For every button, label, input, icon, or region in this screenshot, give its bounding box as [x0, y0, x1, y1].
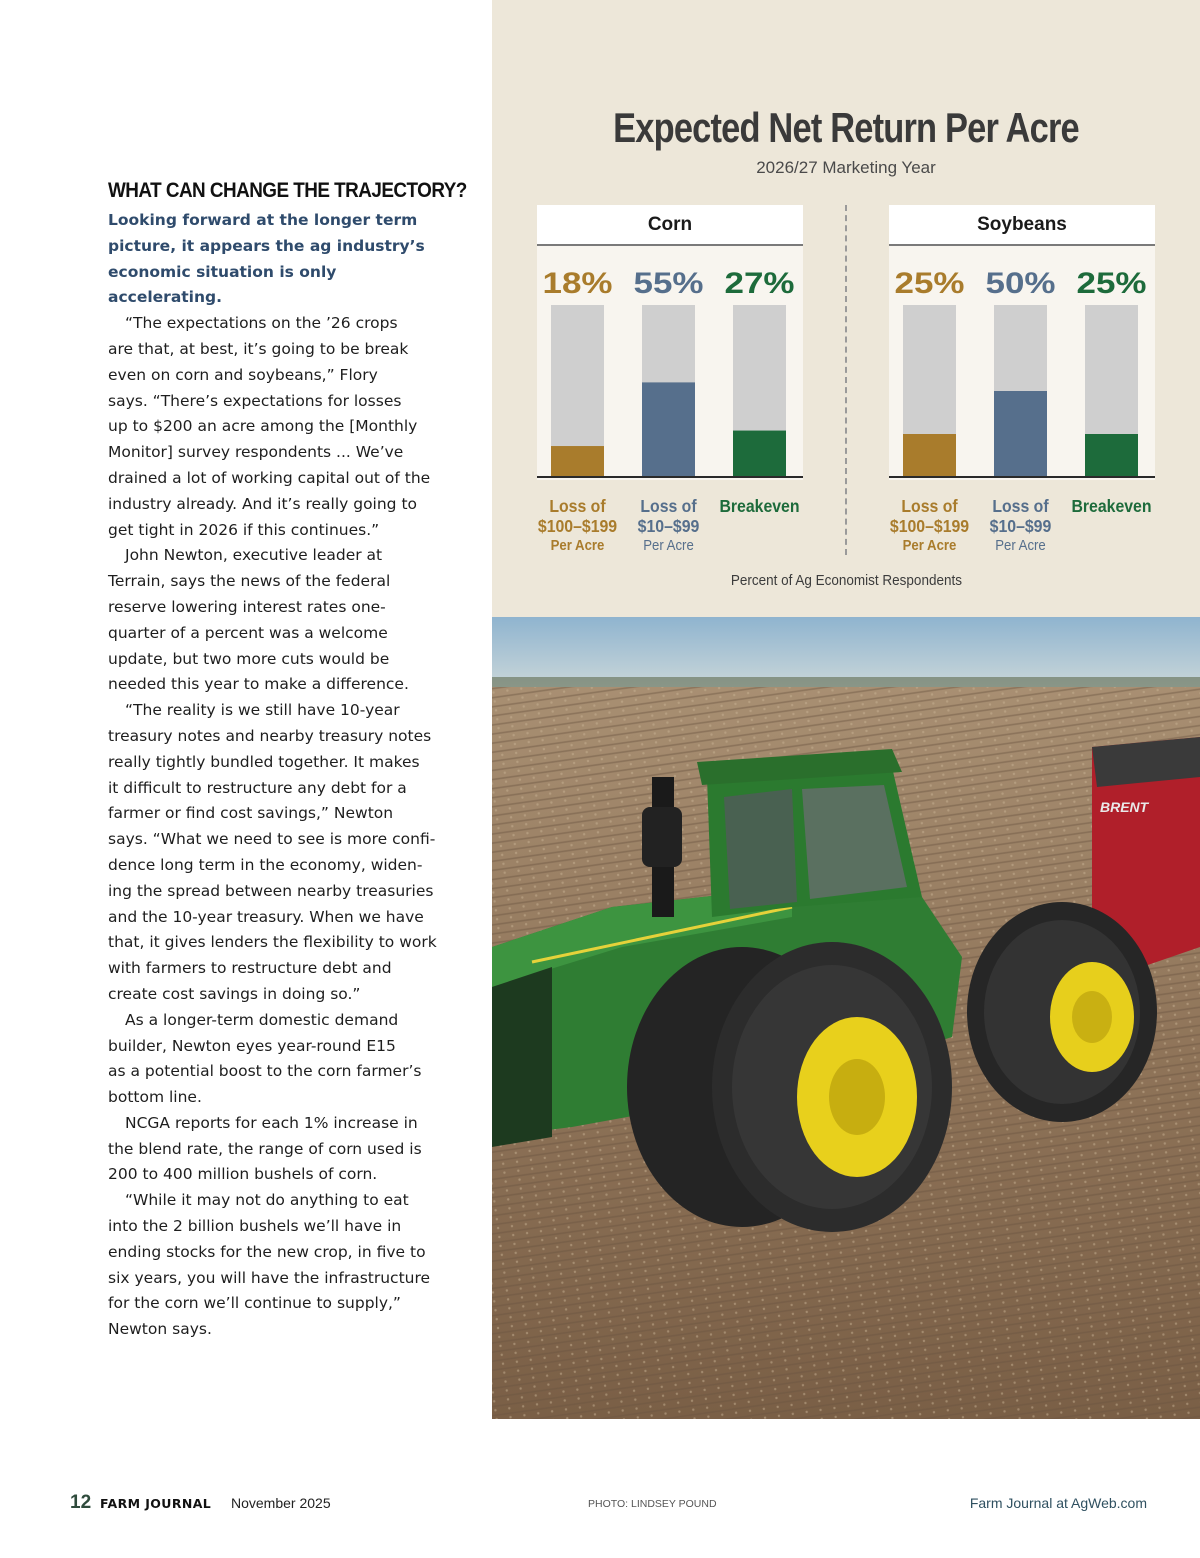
data-label: 27% [724, 267, 795, 300]
chart-note: Percent of Ag Economist Respondents [730, 572, 962, 589]
data-label: 18% [542, 267, 613, 300]
body-line: industry already. And it’s really going to [108, 494, 418, 513]
bar-corn [551, 446, 604, 477]
body-line: Newton says. [108, 1320, 212, 1339]
body-line: reserve lowering interest rates one- [108, 597, 386, 616]
body-line: “The expectations on the ’26 crops [125, 314, 398, 333]
site-link[interactable]: Farm Journal at AgWeb.com [969, 1495, 1147, 1511]
body-line: update, but two more cuts would be [108, 649, 390, 668]
body-line: “While it may not do anything to eat [125, 1191, 409, 1210]
body-line: NCGA reports for each 1% increase in [125, 1113, 418, 1132]
body-line: dence long term in the economy, widen- [108, 855, 423, 874]
body-line: says. “There’s expectations for losses [108, 391, 402, 410]
body-line: builder, Newton eyes year-round E15 [108, 1036, 396, 1055]
body-line: drained a lot of working capital out of the [108, 468, 431, 487]
category-label: Breakeven [1071, 496, 1152, 517]
section-heading: WHAT CAN CHANGE THE TRAJECTORY? [108, 179, 467, 202]
body-line: ing the spread between nearby treasuries [108, 881, 434, 900]
body-line: get tight in 2026 if this continues.” [108, 520, 380, 539]
data-label: 50% [985, 267, 1056, 300]
svg-text:BRENT: BRENT [1100, 799, 1149, 815]
bar-soybeans [994, 391, 1047, 477]
bar-corn [733, 431, 786, 477]
page-number: 12 [70, 1492, 92, 1513]
body-line: treasury notes and nearby treasury notes [108, 726, 432, 745]
photo-credit: PHOTO: LINDSEY POUND [588, 1498, 717, 1510]
body-line: and the 10-year treasury. When we have [108, 907, 424, 926]
article-body [108, 311, 438, 1343]
data-label: 55% [633, 267, 704, 300]
body-line: with farmers to restructure debt and [108, 959, 392, 978]
body-line: farmer or find cost savings,” Newton [108, 804, 394, 823]
lede-line: picture, it appears the ag industry’s [108, 236, 425, 255]
bar-soybeans [903, 434, 956, 477]
category-label: $100–$199 [889, 516, 970, 537]
body-line: even on corn and soybeans,” Flory [108, 365, 378, 384]
category-label: $100–$199 [537, 516, 618, 537]
category-label: $10–$99 [989, 516, 1052, 537]
category-label: Loss of [549, 496, 606, 517]
body-line: as a potential boost to the corn farmer’s [108, 1062, 422, 1081]
body-line: six years, you will have the infrastructure [108, 1268, 431, 1287]
body-line: Terrain, says the news of the federal [108, 572, 391, 591]
bar-chart [492, 0, 1200, 617]
issue-date: November 2025 [231, 1495, 331, 1511]
bar-soybeans [1085, 434, 1138, 477]
group-title-corn: Corn [537, 205, 803, 246]
lede-line: Looking forward at the longer term [108, 211, 418, 229]
bar-corn [642, 382, 695, 477]
chart-title: Expected Net Return Per Acre [613, 104, 1079, 151]
body-line: needed this year to make a difference. [108, 675, 409, 694]
chart-subtitle: 2026/27 Marketing Year [756, 158, 936, 177]
lede-line: economic situation is only accelerating. [108, 262, 337, 307]
page-footer [0, 1492, 1200, 1516]
category-sublabel: Per Acre [995, 536, 1046, 554]
body-line: create cost savings in doing so.” [108, 984, 361, 1003]
lede-paragraph [108, 208, 438, 311]
category-label: Loss of [901, 496, 958, 517]
body-line: really tightly bundled together. It makes [108, 752, 420, 771]
category-label: Loss of [640, 496, 697, 517]
body-line: into the 2 billion bushels we’ll have in [108, 1217, 402, 1236]
data-label: 25% [1076, 267, 1147, 300]
tractor-photo [492, 617, 1200, 1419]
chart-panel [492, 0, 1200, 617]
body-line: says. “What we need to see is more confi- [108, 830, 436, 849]
category-label: Loss of [992, 496, 1049, 517]
body-line: the blend rate, the range of corn used is [108, 1139, 422, 1158]
body-line: bottom line. [108, 1088, 202, 1107]
body-line: As a longer-term domestic demand [125, 1010, 399, 1029]
body-line: are that, at best, it’s going to be break [108, 339, 409, 358]
body-line: for the corn we’ll continue to supply,” [108, 1294, 401, 1313]
body-line: Monitor] survey respondents ... We’ve [108, 443, 404, 462]
category-sublabel: Per Acre [643, 536, 694, 554]
data-label: 25% [894, 267, 965, 300]
group-title-soybeans: Soybeans [889, 205, 1155, 246]
body-line: it difficult to restructure any debt for a [108, 778, 407, 797]
magazine-name: FARM JOURNAL [100, 1496, 212, 1511]
body-line: that, it gives lenders the flexibility to work [108, 933, 437, 952]
body-line: ending stocks for the new crop, in five to [108, 1242, 426, 1261]
category-sublabel: Per Acre [550, 536, 605, 554]
body-line: quarter of a percent was a welcome [108, 623, 388, 642]
category-label: $10–$99 [637, 516, 700, 537]
body-line: 200 to 400 million bushels of corn. [108, 1165, 378, 1184]
body-line: “The reality is we still have 10-year [125, 701, 400, 720]
category-sublabel: Per Acre [902, 536, 957, 554]
category-label: Breakeven [719, 496, 800, 517]
article-column [108, 176, 467, 1343]
body-line: up to $200 an acre among the [Monthly [108, 417, 418, 436]
body-line: John Newton, executive leader at [125, 546, 383, 565]
